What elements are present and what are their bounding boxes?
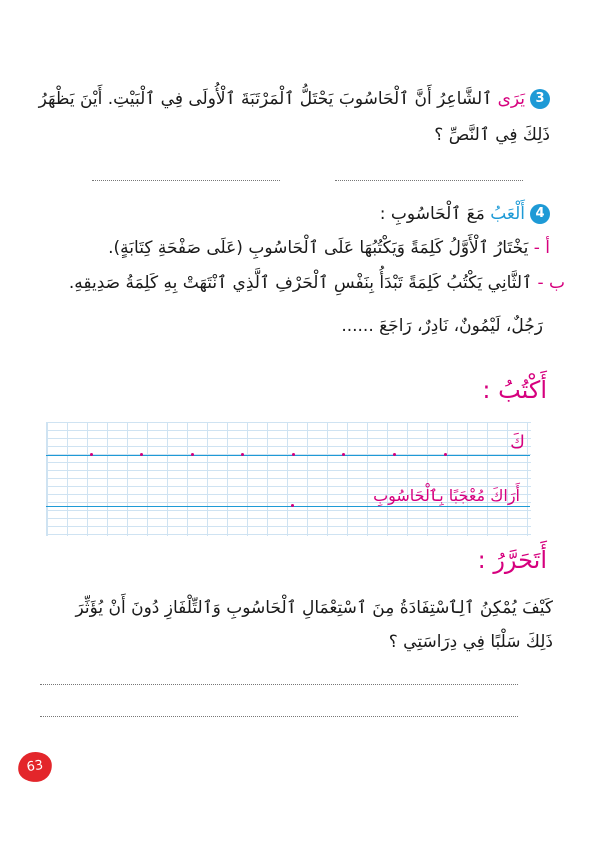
q4-item-b-label: ب - [537,273,565,293]
q3-keyword: يَرَى [497,89,525,109]
grid-dot [393,453,396,456]
q4-item-b [69,272,565,293]
liberate-heading: أَتَحَرَّرُ : [477,546,547,574]
q3-text: ٱلشَّاعِرُ أَنَّ ٱلْحَاسُوبَ يَحْتَلُّ ٱلْمَرْتَبَةَ ٱلْأُولَى فِي ٱلْبَيْتِ. أَيْنَ يَظْهَرُ [38,89,493,109]
handwriting-grid [46,422,531,536]
q4-item-a [108,237,550,258]
q4-title [380,203,550,224]
write-heading: أَكْتُبُ : [482,376,547,404]
q4-example: رَجُلٌ، لَيْمُونٌ، نَادِرٌ، رَاجَعَ ...... [341,316,543,336]
model-letter: كَ [510,432,525,453]
answer-line [40,684,518,685]
q4-item-a-label: أ - [533,238,550,258]
grid-dot [140,453,143,456]
liberate-line-2: ذَلِكَ سَلْبًا فِي دِرَاسَتِي ؟ [388,632,553,652]
grid-dot [292,453,295,456]
liberate-line-1: كَيْفَ يُمْكِنُ ٱلِٱسْتِفَادَةُ مِنَ ٱسْتِعْمَالِ ٱلْحَاسُوبِ وَٱلتِّلْفَازِ دُونَ أَنْ يُؤَثِّرَ [75,598,553,618]
page-number-badge: 63 [16,750,54,784]
q4-title-text: مَعَ ٱلْحَاسُوبِ : [379,204,485,224]
q4-keyword: أَلْعَبُ [490,204,525,224]
q4-item-b-text: ٱلثَّانِي يَكْتُبُ كَلِمَةً تَبْدَأُ بِنَفْسِ ٱلْحَرْفِ ٱلَّذِي ٱنْتَهَتْ بِهِ كَلِمَةُ صَدِيقِهِ. [68,273,533,293]
grid-dot [444,453,447,456]
grid-baseline [46,455,530,456]
q3-line-2: ذَلِكَ فِي ٱلنَّصِّ ؟ [434,125,550,145]
q4-number-badge: 4 [530,204,550,224]
answer-line [40,716,518,717]
q4-item-a-text: يَخْتَارُ ٱلْأَوَّلُ كَلِمَةً وَيَكْتُبُهَا عَلَى ٱلْحَاسُوبِ (عَلَى صَفْحَةِ كِتَابَةٍ). [108,238,529,258]
q3-number-badge: 3 [530,89,550,109]
grid-dot [291,504,294,507]
answer-line [92,180,280,181]
grid-dot [191,453,194,456]
q3-line-1 [39,88,550,109]
answer-line [335,180,523,181]
grid-dot [342,453,345,456]
grid-dot [241,453,244,456]
trace-sentence: أَرَاكَ مُعْجَبًا بِٱلْحَاسُوبِ [373,486,520,505]
grid-baseline [46,506,530,507]
grid-dot [90,453,93,456]
